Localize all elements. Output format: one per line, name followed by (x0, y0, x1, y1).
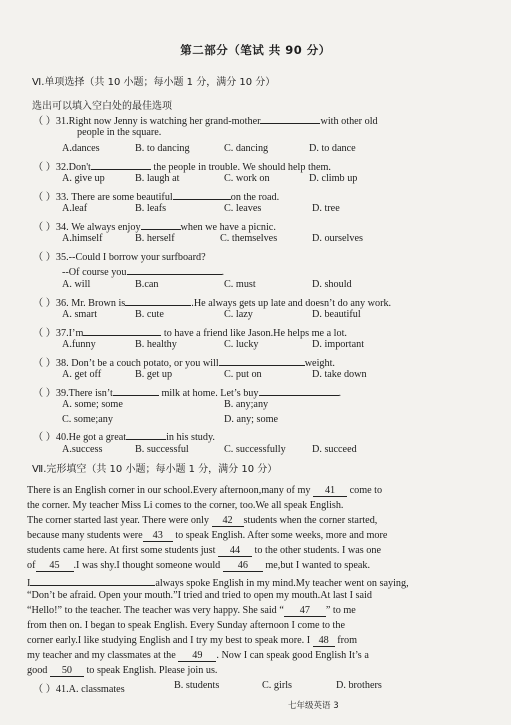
q35-option-a: A. will (62, 279, 91, 290)
q33-option-d: D. tree (312, 203, 340, 214)
cloze-line-6: of 45 .I was shy.I thought someone would 46 me,but I wanted to speak. (27, 560, 371, 571)
q40-option-b: B. successful (135, 444, 189, 455)
cloze-line-9: “Hello!” to the teacher. The teacher was very happy. She said “ 47 ” to me (27, 605, 356, 616)
q34-stem: （ ）34. We always enjoy when we have a picnic. (33, 218, 276, 233)
q35-option-d: D. should (312, 279, 352, 290)
cloze-line-8: “Don’t be afraid. Open your mouth.”I tried and tried to open my mouth.At last I said (27, 590, 372, 601)
cloze-line-3: The corner started last year. There were only 42 students when the corner started, (27, 515, 378, 526)
q31-option-b: B. to dancing (135, 143, 190, 154)
cloze-line-7: I always spoke English in my mind.My teacher went on saying, (27, 575, 409, 589)
q39-option-a: A. some; some (62, 399, 123, 410)
cloze-line-5: students came here. At first some students just 44 to the other students. I was one (27, 545, 382, 556)
q33-stem: （ ）33. There are some beautiful on the road. (33, 188, 279, 203)
page-footer: 七年级英语 3 (288, 701, 339, 711)
q32-option-b: B. laugh at (135, 173, 180, 184)
q37-option-a: A.funny (62, 339, 96, 350)
q35-option-b: B.can (135, 279, 159, 290)
cloze-line-13: good 50 to speak English. Please join us. (27, 665, 218, 676)
cloze-line-10: from then on. I began to speak English. Every Sunday afternoon I come to the (27, 620, 345, 631)
q37-stem: （ ）37.I’m to have a friend like Jason.He helps me a lot. (33, 324, 347, 339)
section6-instruction: 选出可以填入空白处的最佳选项 (32, 101, 172, 112)
q36-option-c: C. lazy (224, 309, 253, 320)
q31-stem-cont: people in the square. (77, 127, 162, 138)
q31-stem: （ ）31.Right now Jenny is watching her grand-mother with other old (33, 112, 378, 127)
q40-option-a: A.success (62, 444, 103, 455)
q33-option-a: A.leaf (62, 203, 88, 214)
q35-stem-cont: --Of course you . (62, 264, 224, 278)
section6-heading: Ⅵ.单项选择（共 10 小题；每小题 1 分，满分 10 分） (32, 77, 276, 88)
q41-option-c: C. girls (262, 680, 293, 691)
q40-stem: （ ）40.He got a great in his study. (33, 428, 215, 443)
q36-option-d: D. beautiful (312, 309, 361, 320)
q32-option-d: D. climb up (309, 173, 358, 184)
q34-option-a: A.himself (62, 233, 103, 244)
q39-option-c: C. some;any (62, 414, 113, 425)
q39-option-b: B. any;any (224, 399, 269, 410)
q38-option-c: C. put on (224, 369, 262, 380)
cloze-line-1: There is an English corner in our school.Every afternoon,many of my 41 come to (27, 485, 383, 496)
q34-option-c: C. themselves (220, 233, 278, 244)
cloze-line-12: my teacher and my classmates at the 49 . Now I can speak good English It’s a (27, 650, 369, 661)
page-title: 第二部分（笔试 共 90 分） (180, 43, 331, 57)
cloze-line-4: because many students were 43 to speak English. After some weeks, more and more (27, 530, 388, 541)
q32-stem: （ ）32.Don't the people in trouble. We should help them. (33, 158, 331, 173)
q32-option-a: A. give up (62, 173, 105, 184)
cloze-line-11: corner early.I like studying English and I try my best to speak more. I 48 from (27, 635, 358, 646)
q33-option-c: C. leaves (224, 203, 262, 214)
q36-option-b: B. cute (135, 309, 164, 320)
q40-option-d: D. succeed (312, 444, 357, 455)
q41-option-a: （ ）41.A. classmates (33, 684, 125, 695)
q38-stem: （ ）38. Don’t be a couch potato, or you will weight. (33, 354, 335, 369)
q32-option-c: C. work on (224, 173, 270, 184)
q38-option-a: A. get off (62, 369, 102, 380)
q31-option-d: D. to dance (309, 143, 356, 154)
q31-option-a: A.dances (62, 143, 100, 154)
q38-option-b: B. get up (135, 369, 173, 380)
q35-stem: （ ）35.--Could I borrow your surfboard? (33, 252, 206, 263)
q38-option-d: D. take down (312, 369, 367, 380)
q33-option-b: B. leafs (135, 203, 167, 214)
q36-option-a: A. smart (62, 309, 98, 320)
q31-option-c: C. dancing (224, 143, 269, 154)
section7-heading: Ⅶ.完形填空（共 10 小题；每小题 1 分，满分 10 分） (32, 464, 278, 475)
q41-option-d: D. brothers (336, 680, 382, 691)
q34-option-d: D. ourselves (312, 233, 363, 244)
q37-option-b: B. healthy (135, 339, 177, 350)
q36-stem: （ ）36. Mr. Brown is .He always gets up late and doesn’t do any work. (33, 294, 391, 309)
q35-option-c: C. must (224, 279, 256, 290)
q37-option-d: D. important (312, 339, 365, 350)
q40-option-c: C. successfully (224, 444, 286, 455)
cloze-line-2: the corner. My teacher Miss Li comes to the corner, too.We all speak English. (27, 500, 344, 511)
q39-option-d: D. any; some (224, 414, 279, 425)
q41-option-b: B. students (174, 680, 220, 691)
q37-option-c: C. lucky (224, 339, 259, 350)
q39-stem: （ ）39.There isn’t milk at home. Let’s buy . (33, 384, 341, 399)
q34-option-b: B. herself (135, 233, 175, 244)
